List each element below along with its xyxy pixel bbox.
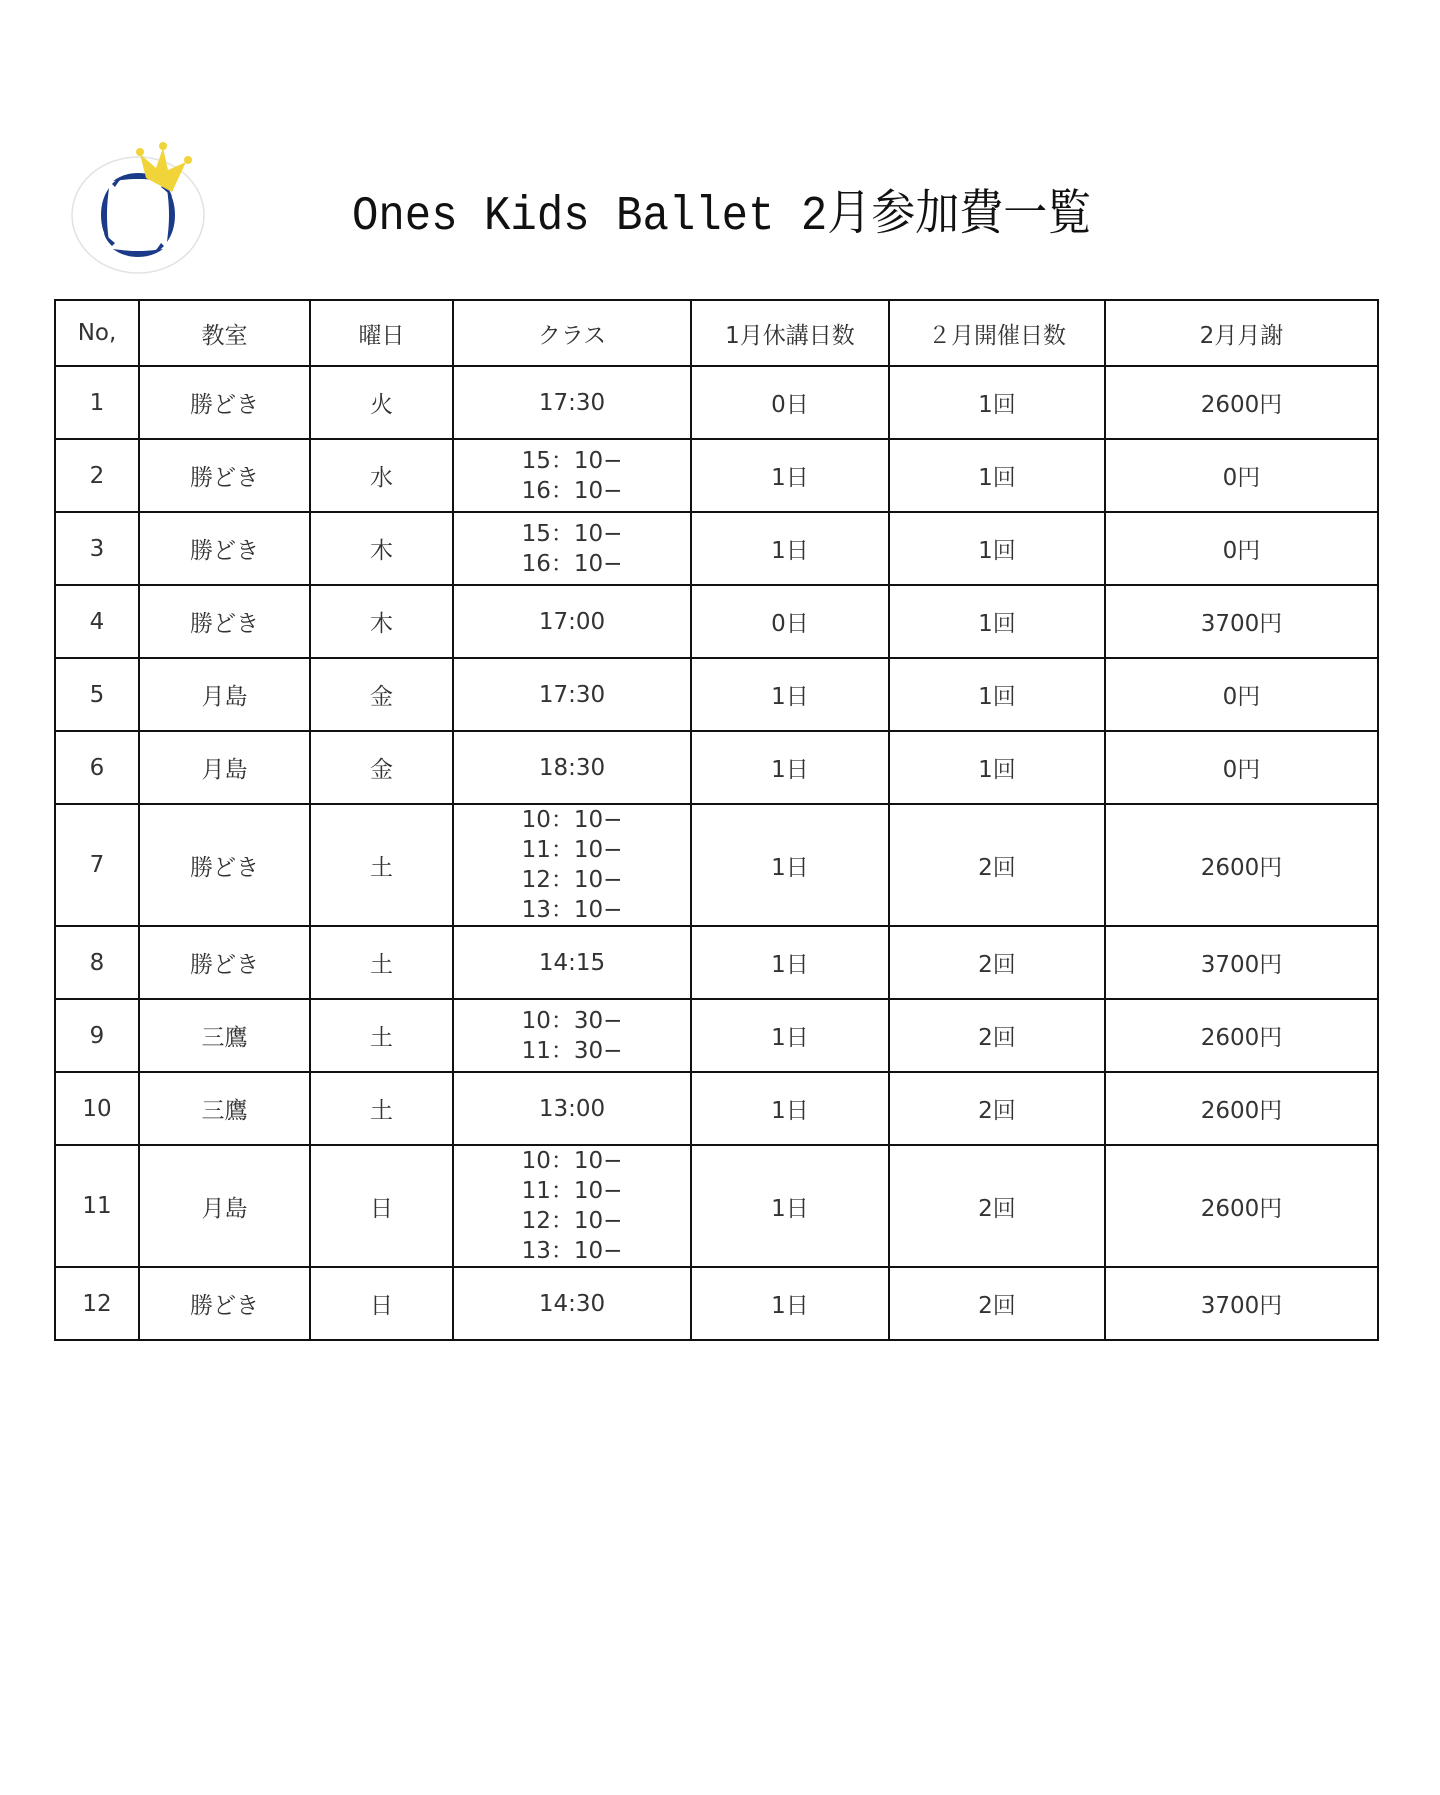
cell-class: [453, 926, 691, 999]
class-time: 16：10−: [521, 550, 623, 577]
header-room: 教室: [139, 300, 310, 366]
cell-feb-sessions: 2回: [889, 926, 1105, 999]
cell-feb-sessions: 1回: [889, 512, 1105, 585]
cell-room: 三鷹: [139, 999, 310, 1072]
cell-no: 1: [55, 366, 139, 439]
cell-class: [453, 585, 691, 658]
cell-feb-sessions: 1回: [889, 366, 1105, 439]
class-time: 11：10−: [521, 837, 623, 863]
table-row: [55, 731, 1378, 804]
table-row: [55, 1072, 1378, 1145]
class-time: 10：10−: [521, 1148, 623, 1174]
class-time: 12：10−: [521, 1208, 623, 1234]
class-time: 10：30−: [521, 1007, 623, 1034]
table-row: [55, 804, 1378, 926]
cell-room: 勝どき: [139, 926, 310, 999]
cell-day: 土: [310, 804, 453, 926]
class-time: 17:30: [538, 681, 606, 708]
cell-fee: 2600円: [1105, 1072, 1378, 1145]
cell-fee: 0円: [1105, 512, 1378, 585]
cell-no: 2: [55, 439, 139, 512]
cell-feb-sessions: 1回: [889, 439, 1105, 512]
cell-jan-off: 0日: [691, 585, 889, 658]
cell-no: 7: [55, 804, 139, 926]
class-time: 13:00: [538, 1095, 606, 1122]
table-header-row: [55, 300, 1378, 366]
cell-day: 金: [310, 731, 453, 804]
cell-class: [453, 512, 691, 585]
cell-fee: 3700円: [1105, 1267, 1378, 1340]
cell-no: 6: [55, 731, 139, 804]
table-row: [55, 366, 1378, 439]
cell-feb-sessions: 2回: [889, 999, 1105, 1072]
cell-room: 月島: [139, 731, 310, 804]
cell-no: 8: [55, 926, 139, 999]
cell-room: 勝どき: [139, 366, 310, 439]
cell-fee: 3700円: [1105, 585, 1378, 658]
cell-jan-off: 1日: [691, 658, 889, 731]
cell-fee: 2600円: [1105, 366, 1378, 439]
cell-no: 3: [55, 512, 139, 585]
cell-room: 勝どき: [139, 585, 310, 658]
cell-fee: 0円: [1105, 731, 1378, 804]
cell-day: 日: [310, 1145, 453, 1267]
cell-jan-off: 1日: [691, 439, 889, 512]
cell-class: [453, 999, 691, 1072]
cell-room: 勝どき: [139, 439, 310, 512]
cell-feb-sessions: 1回: [889, 731, 1105, 804]
table-row: [55, 1267, 1378, 1340]
header-day: 曜日: [310, 300, 453, 366]
cell-fee: 2600円: [1105, 1145, 1378, 1267]
cell-jan-off: 0日: [691, 366, 889, 439]
cell-class: [453, 658, 691, 731]
class-time: 10：10−: [521, 807, 623, 833]
cell-jan-off: 1日: [691, 512, 889, 585]
class-time: 14:30: [538, 1290, 606, 1317]
page-title: Ones Kids Ballet 2月参加費一覧: [352, 189, 1092, 245]
cell-room: 月島: [139, 658, 310, 731]
cell-jan-off: 1日: [691, 804, 889, 926]
cell-feb-sessions: 2回: [889, 804, 1105, 926]
table-row: [55, 999, 1378, 1072]
header-jan-off: 1月休講日数: [691, 300, 889, 366]
class-time: 13：10−: [521, 897, 623, 923]
class-time: 15：10−: [521, 520, 623, 547]
crown-ring-logo-icon: [68, 140, 218, 285]
cell-class: [453, 1145, 691, 1267]
header-class: クラス: [453, 300, 691, 366]
cell-day: 金: [310, 658, 453, 731]
table-row: [55, 1145, 1378, 1267]
class-time: 11：30−: [521, 1037, 623, 1064]
cell-day: 水: [310, 439, 453, 512]
cell-feb-sessions: 1回: [889, 585, 1105, 658]
cell-fee: 0円: [1105, 658, 1378, 731]
cell-room: 勝どき: [139, 1267, 310, 1340]
cell-day: 土: [310, 926, 453, 999]
cell-day: 火: [310, 366, 453, 439]
cell-feb-sessions: 2回: [889, 1267, 1105, 1340]
class-time: 17:00: [538, 608, 606, 635]
class-time: 17:30: [538, 389, 606, 416]
cell-feb-sessions: 2回: [889, 1072, 1105, 1145]
class-time: 12：10−: [521, 867, 623, 893]
table-row: [55, 512, 1378, 585]
cell-class: [453, 366, 691, 439]
cell-jan-off: 1日: [691, 1267, 889, 1340]
cell-no: 4: [55, 585, 139, 658]
cell-day: 木: [310, 512, 453, 585]
class-time: 13：10−: [521, 1238, 623, 1264]
table-row: [55, 439, 1378, 512]
cell-class: [453, 439, 691, 512]
cell-jan-off: 1日: [691, 926, 889, 999]
cell-fee: 3700円: [1105, 926, 1378, 999]
class-time: 14:15: [538, 949, 606, 976]
cell-no: 5: [55, 658, 139, 731]
cell-day: 土: [310, 1072, 453, 1145]
cell-room: 勝どき: [139, 512, 310, 585]
cell-no: 11: [55, 1145, 139, 1267]
cell-fee: 2600円: [1105, 804, 1378, 926]
cell-day: 土: [310, 999, 453, 1072]
class-time: 11：10−: [521, 1178, 623, 1204]
cell-jan-off: 1日: [691, 1145, 889, 1267]
table-row: [55, 658, 1378, 731]
cell-no: 12: [55, 1267, 139, 1340]
cell-jan-off: 1日: [691, 999, 889, 1072]
class-time: 15：10−: [521, 447, 623, 474]
cell-fee: 0円: [1105, 439, 1378, 512]
cell-room: 勝どき: [139, 804, 310, 926]
cell-jan-off: 1日: [691, 1072, 889, 1145]
cell-fee: 2600円: [1105, 999, 1378, 1072]
cell-feb-sessions: 1回: [889, 658, 1105, 731]
cell-class: [453, 804, 691, 926]
cell-class: [453, 1267, 691, 1340]
table-row: [55, 585, 1378, 658]
cell-no: 9: [55, 999, 139, 1072]
table-row: [55, 926, 1378, 999]
class-time: 16：10−: [521, 477, 623, 504]
cell-room: 月島: [139, 1145, 310, 1267]
cell-jan-off: 1日: [691, 731, 889, 804]
cell-room: 三鷹: [139, 1072, 310, 1145]
class-time: 18:30: [538, 754, 606, 781]
cell-feb-sessions: 2回: [889, 1145, 1105, 1267]
fee-table: [54, 299, 1379, 1341]
cell-class: [453, 731, 691, 804]
cell-day: 木: [310, 585, 453, 658]
header-no: No,: [55, 300, 139, 366]
header-feb-sessions: ２月開催日数: [889, 300, 1105, 366]
cell-no: 10: [55, 1072, 139, 1145]
cell-class: [453, 1072, 691, 1145]
header-fee: 2月月謝: [1105, 300, 1378, 366]
cell-day: 日: [310, 1267, 453, 1340]
